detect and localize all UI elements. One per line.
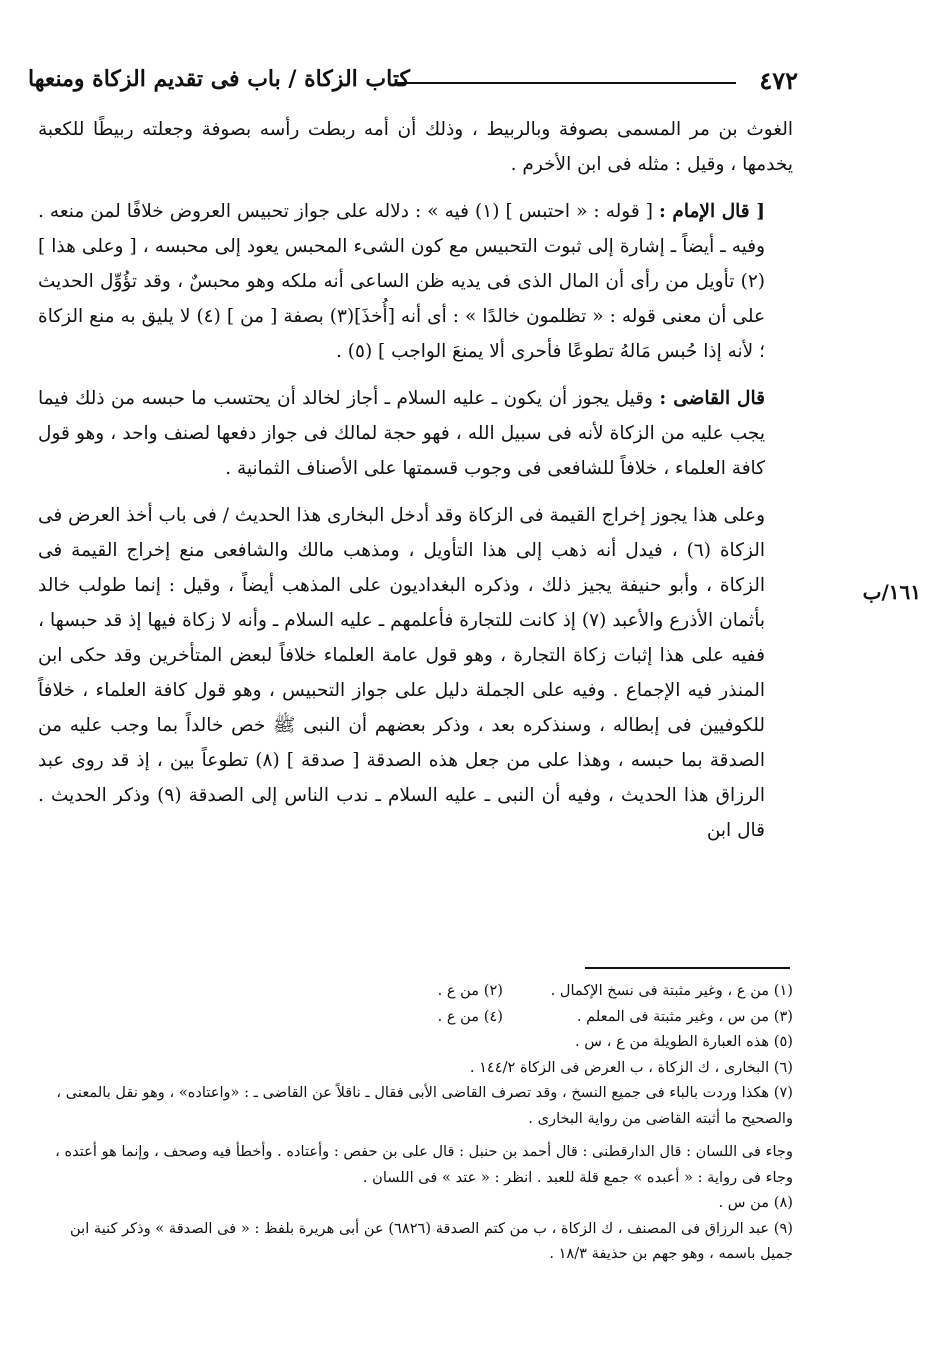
paragraph-text: الغوث بن مر المسمى بصوفة وبالربيط ، وذلك أن أمه ربطت رأسه بصوفة وجعلته ربيطًا للكعبة يخدمها ، وقيل : مثله فى ابن الأخرم . <box>38 119 793 175</box>
running-title: كتاب الزكاة / باب فى تقديم الزكاة ومنعها <box>28 66 410 92</box>
page-header <box>28 58 798 98</box>
main-text <box>38 112 793 860</box>
paragraph-4 <box>38 498 793 848</box>
footnote-7: (٧) هكذا وردت بالباء فى جميع النسخ ، وقد تصرف القاضى الأبى فقال ـ ناقلاً عن القاضى ـ : «واعتاده» ، وهو نقل بالمعنى ، والصحيح ما أثبته القاضى من رواية البخارى . <box>56 1084 793 1127</box>
footnote-rule <box>585 967 790 969</box>
footnote-5: (٥) هذه العبارة الطويلة من ع ، س . <box>575 1033 793 1050</box>
paragraph-2 <box>38 194 793 369</box>
speaker-label: [ قال الإمام : <box>658 201 765 222</box>
footnote-2: (٢) من ع . <box>437 982 503 999</box>
paragraph-text: [ قوله : « احتبس ] (١) فيه » : دلاله على جواز تحبيس العروض خلافًا لمن منعه . وفيه ـ أيضاً ـ إشارة إلى ثبوت التحبيس مع كون الشىء المحبس يعود إلى محبسه ، [ وعلى هذا ] (٢) تأويل من رأى أن المال الذى فى يديه ظن الساعى أنه ملكه وهو محبسٌ ، وقد تؤُوِّل الحديث على أن معنى قوله : « تظلمون خالدًا » : أى أنه [أُخذَ](٣) بصفة [ من ] (٤) لا يليق به منع الزكاة ؛ لأنه إذا حُبس مَالهُ تطوعًا فأحرى ألا يمنعَ الواجب ] (٥) . <box>38 201 765 362</box>
header-rule <box>396 82 736 84</box>
footnote-row <box>38 1004 793 1030</box>
footnote-7-continued: وجاء فى اللسان : قال الدارقطنى : قال أحمد بن حنبل : قال على بن حفص : وأعتاده . وأخطأ فيه وصحف ، وإنما هو أعتده ، وجاء فى رواية : « أعبده » جمع قلة للعبد . انظر : « عتد » فى اللسان . <box>55 1143 793 1186</box>
speaker-label: قال القاضى : <box>659 388 765 409</box>
paragraph-text: وقيل يجوز أن يكون ـ عليه السلام ـ أجاز لخالد أن يحتسب ما حبسه من ذلك فيما يجب عليه من الزكاة لأنه فى سبيل الله ، فهو حجة لمالك فى جواز دفعها لصنف واحد ، وهو قول كافة العلماء ، خلافاً للشافعى فى وجوب قسمتها على الأصناف الثمانية . <box>38 388 765 479</box>
paragraph-3 <box>38 381 793 486</box>
paragraph-text: وعلى هذا يجوز إخراج القيمة فى الزكاة وقد أدخل البخارى هذا الحديث / فى باب أخذ العرض فى الزكاة (٦) ، فيدل أنه ذهب إلى هذا التأويل ، ومذهب مالك والشافعى منع إخراج القيمة فى الزكاة ، وأبو حنيفة يجيز ذلك ، وذكره البغداديون على المذهب أيضاً ، وقيل : إنما طولب خالد بأثمان الأذرع والأعبد (٧) إذ كانت للتجارة فأعلمهم ـ عليه السلام ـ وأنه لا زكاة فيها إذ قد حبسها ، ففيه على هذا إثبات زكاة التجارة ، وهو قول عامة العلماء خلافاً لبعض المتأخرين وقد حكى ابن المنذر فيه الإجماع . وفيه على الجملة دليل على جواز التحبيس ، وهو قول كافة العلماء ، خلافاً للكوفيين فى إبطاله ، وسنذكره بعد ، وذكر بعضهم أن النبى ﷺ خص خالداً بما وجب عليه من الصدقة بما حبسه ، وهذا على من جعل هذه الصدقة [ صدقة ] (٨) تطوعاً بين ، إذ قد روى عبد الرزاق هذا الحديث ، وفيه أن النبى ـ عليه السلام ـ ندب الناس إلى الصدقة (٩) وذكر الحديث . قال ابن <box>38 505 766 841</box>
footnote-row <box>38 978 793 1004</box>
footnote-8: (٨) من س . <box>718 1194 793 1211</box>
page-number: ٤٧٢ <box>759 66 798 95</box>
footnotes <box>38 978 793 1267</box>
footnote-6: (٦) البخارى ، ك الزكاة ، ب العرض فى الزكاة ١٤٤/٢ . <box>469 1058 793 1076</box>
footnote-3: (٣) من س ، وغير مثبتة فى المعلم . <box>576 1007 793 1025</box>
footnote-4: (٤) من ع . <box>437 1007 503 1025</box>
footnote-1: (١) من ع ، وغير مثبتة فى نسخ الإكمال . <box>550 982 793 999</box>
margin-folio-note: ١٦١/ب <box>862 580 921 604</box>
paragraph-1 <box>38 112 793 182</box>
footnote-9: (٩) عبد الرزاق فى المصنف ، ك الزكاة ، ب من كتم الصدقة (٦٨٢٦) عن أبى هريرة بلفظ : « فى الصدقة » وذكر كنية ابن جميل باسمه ، وهو جهم بن حذيفة ١٨/٣ . <box>70 1219 793 1262</box>
